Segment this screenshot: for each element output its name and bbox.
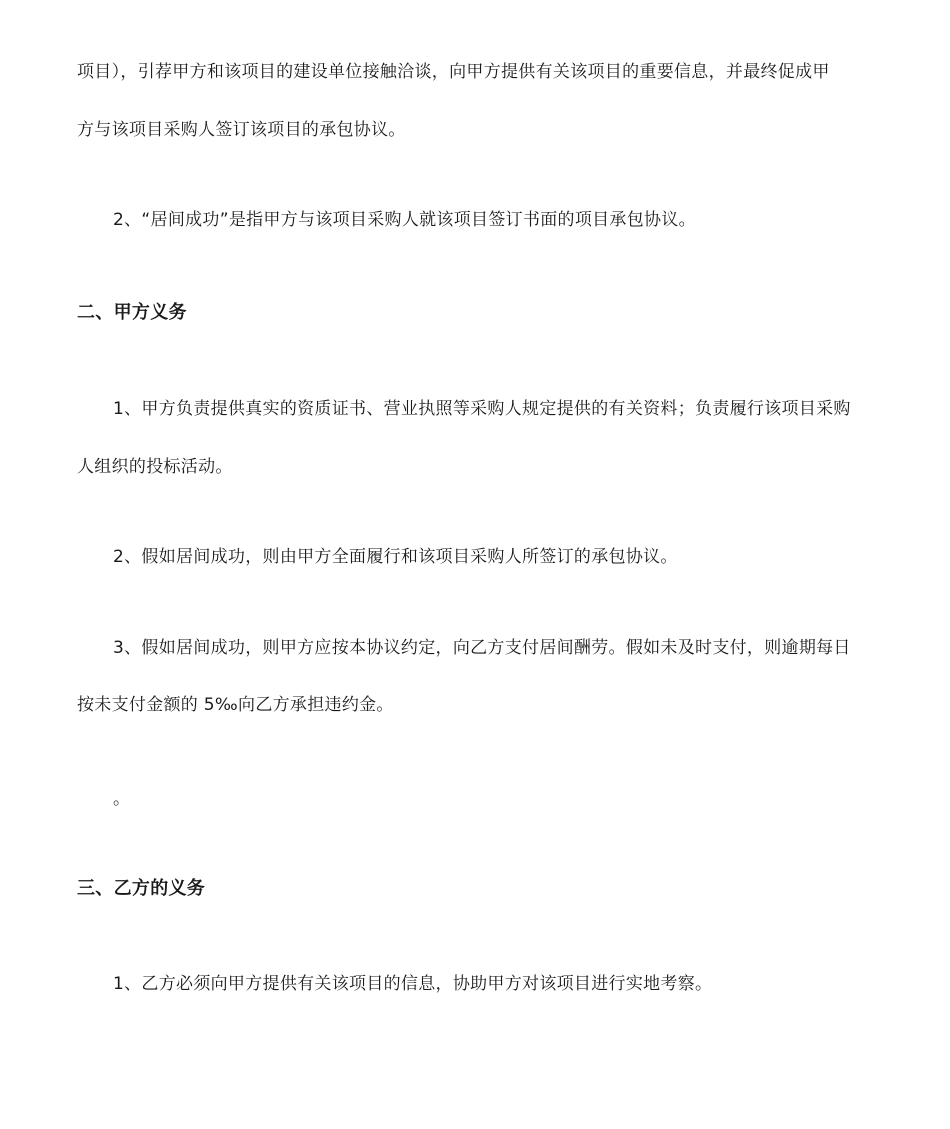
paragraph-line: 1、乙方必须向甲方提供有关该项目的信息，协助甲方对该项目进行实地考察。 (113, 974, 713, 994)
paragraph-line: 按未支付金额的 5‰向乙方承担违约金。 (77, 695, 394, 715)
paragraph-line: 方与该项目采购人签订该项目的承包协议。 (77, 120, 406, 140)
paragraph-line: 项目），引荐甲方和该项目的建设单位接触洽谈，向甲方提供有关该项目的重要信息，并最终促成甲 (77, 62, 830, 82)
paragraph-line: 2、假如居间成功，则由甲方全面履行和该项目采购人所签订的承包协议。 (113, 547, 678, 567)
paragraph-line: 3、假如居间成功，则甲方应按本协议约定，向乙方支付居间酬劳。假如未及时支付，则逾期每日 (113, 638, 851, 658)
section-heading: 三、乙方的义务 (77, 878, 206, 899)
paragraph-line: 人组织的投标活动。 (77, 457, 233, 477)
paragraph-line: 2、“居间成功”是指甲方与该项目采购人就该项目签订书面的项目承包协议。 (113, 210, 696, 230)
paragraph-line: 1、甲方负责提供真实的资质证书、营业执照等采购人规定提供的有关资料；负责履行该项目采购 (113, 399, 851, 419)
section-heading: 二、甲方义务 (77, 302, 187, 323)
paragraph-line: 。 (113, 789, 131, 809)
